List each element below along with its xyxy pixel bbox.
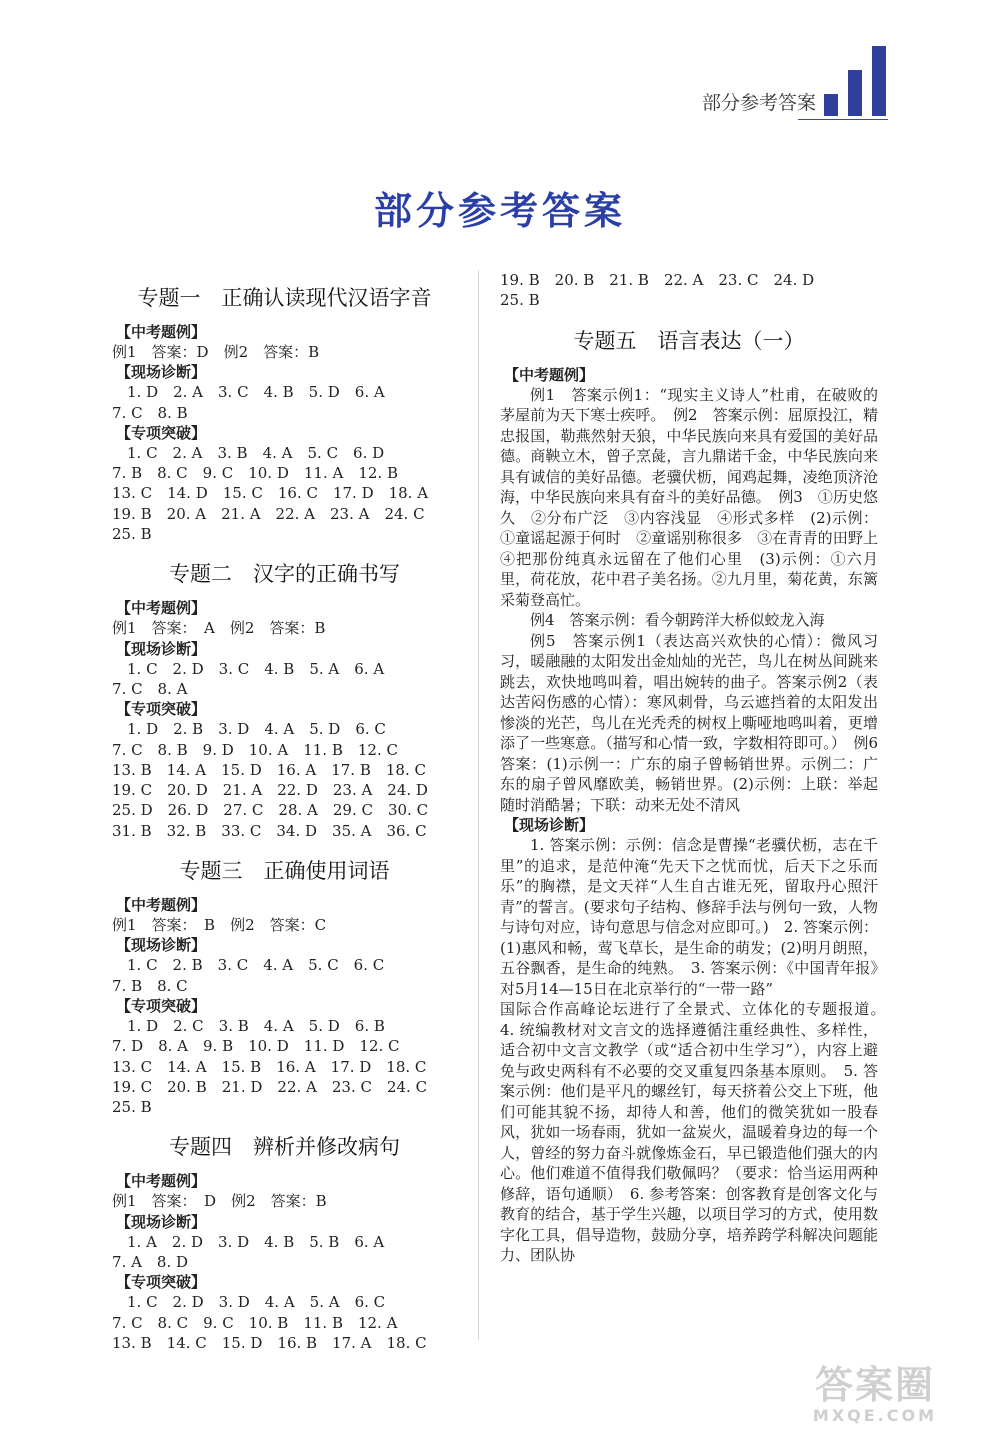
topic-title: 专题五 语言表达（一） [573, 328, 805, 353]
answer-line: 13. B 14. C 15. D 16. B 17. A 18. C [112, 1333, 427, 1352]
answer-line: 19. B 20. A 21. A 22. A 23. A 24. C [112, 504, 425, 523]
answer-line: 例1 答案： D 例2 答案：B [112, 1192, 327, 1211]
section-heading: 【专项突破】 [116, 996, 207, 1015]
answer-line: 7. D 8. A 9. B 10. D 11. D 12. C [112, 1037, 400, 1056]
section-heading: 【专项突破】 [116, 423, 207, 442]
answer-line: 7. B 8. C 9. C 10. D 11. A 12. B [112, 464, 398, 483]
answer-line: 例1 答案：D 例2 答案：B [112, 343, 320, 361]
answer-line: 31. B 32. B 33. C 34. D 35. A 36. C [112, 821, 427, 840]
header-label: 部分参考答案 [701, 92, 816, 114]
section-heading: 【现场诊断】 [116, 363, 207, 382]
answer-paragraph: 1. 答案示例：示例：信念是曹操“老骥伏枥，志在千里”的追求，是范仲淹“先天下之忧而忧，后天下之乐而乐”的胸襟，是文天祥“人生自古谁无死，留取丹心照汗青”的誓言。(要求句子结构、修辞手法与例句一致，人物与诗句对应，诗句意思与信念对应即可。) 2. 答案示例：(1)惠风和畅，莺飞草长，是生命的萌发；(2)明月朗照，五谷飘香，是生命的纯熟。 3. 答案示例：《中国青年报》对5月14—15日在北京举行的“一带一路” [500, 836, 878, 998]
answer-line: 例1 答案： B 例2 答案：C [112, 916, 327, 935]
column-divider [478, 270, 479, 1340]
section-heading: 【中考题例】 [116, 599, 207, 618]
watermark-logo [790, 1363, 960, 1433]
answer-paragraph: 例4 答案示例：看今朝跨洋大桥似蛟龙入海 [530, 611, 825, 630]
left-column [112, 270, 457, 1353]
answer-line: 1. C 2. B 3. C 4. A 5. C 6. C [112, 956, 385, 975]
watermark-url: MXQE.COM [812, 1406, 938, 1425]
section-heading: 【中考题例】 [116, 1172, 207, 1191]
answer-line: 25. B [500, 291, 540, 310]
topic-title: 专题一 正确认读现代汉语字音 [137, 286, 432, 310]
answer-line: 1. C 2. D 3. C 4. B 5. A 6. A [112, 659, 385, 678]
section-heading: 【中考题例】 [504, 365, 595, 384]
answer-line: 7. C 8. B [112, 403, 188, 422]
page-title: 部分参考答案 [373, 189, 626, 233]
answer-line: 1. C 2. D 3. D 4. A 5. A 6. C [112, 1293, 386, 1312]
watermark-text: 答案圈 [814, 1363, 935, 1407]
answer-line: 19. C 20. D 21. A 22. D 23. A 24. D [112, 781, 428, 800]
section-heading: 【专项突破】 [116, 1273, 207, 1292]
answer-line: 25. B [112, 1098, 152, 1117]
section-heading: 【现场诊断】 [116, 936, 207, 955]
answer-paragraph: 例5 答案示例1（表达高兴欢快的心情）：微风习习，暖融融的太阳发出金灿灿的光芒，鸟儿在树丛间跳来跳去，欢快地鸣叫着，唱出婉转的曲子。答案示例2（表达苦闷伤感的心情）：寒风刺骨，乌云遮挡着的太阳发出惨淡的光芒，鸟儿在光秃秃的树杈上嘶哑地鸣叫着，更增添了一些寒意。（描写和心情一致，字数相符即可。） 例6 答案：(1)示例一：广东的扇子曾畅销世界。示例二：广东的扇子曾风靡欧美，畅销世界。(2)示例：上联：举起随时消酷暑；下联：动来无处不清风 [500, 631, 894, 814]
answer-line: 7. C 8. A [112, 679, 188, 698]
answer-line: 1. D 2. A 3. C 4. B 5. D 6. A [112, 383, 385, 402]
answer-line: 7. A 8. D [112, 1253, 189, 1272]
answer-line: 1. D 2. B 3. D 4. A 5. D 6. C [112, 720, 386, 739]
answer-line: 7. B 8. C [112, 976, 188, 995]
answer-line: 13. C 14. D 15. C 16. C 17. D 18. A [112, 484, 429, 503]
answer-line: 19. B 20. B 21. B 22. A 23. C 24. D [500, 271, 815, 289]
bar-chart-icon [824, 46, 888, 116]
answer-line: 例1 答案： A 例2 答案：B [112, 619, 326, 638]
answer-line: 25. D 26. D 27. C 28. A 29. C 30. C [112, 801, 429, 820]
section-heading: 【专项突破】 [116, 700, 207, 719]
section-heading: 【中考题例】 [116, 896, 207, 915]
answer-line: 19. C 20. B 21. D 22. A 23. C 24. C [112, 1077, 428, 1096]
answer-line: 25. B [112, 525, 152, 544]
answer-line: 7. C 8. C 9. C 10. B 11. B 12. A [112, 1313, 398, 1332]
answer-line: 13. C 14. A 15. B 16. A 17. D 18. C [112, 1057, 427, 1076]
answer-line: 1. A 2. D 3. D 4. B 5. B 6. A [112, 1232, 385, 1251]
section-heading: 【现场诊断】 [116, 1212, 207, 1231]
topic-title: 专题四 辨析并修改病句 [169, 1135, 400, 1160]
section-heading: 【现场诊断】 [116, 639, 207, 658]
answer-paragraph: 例1 答案示例1：“现实主义诗人”杜甫，在破败的茅屋前为天下寒士疾呼。 例2 答案示例：屈原投江，精忠报国，勒燕然射天狼，中华民族向来具有爱国的美好品德。商鞅立木，曾子烹彘，言九鼎诺千金，中华民族向来具有诚信的美好品德。老骥伏枥，闻鸡起舞，凌绝顶济沧海，中华民族向来具有奋斗的美好品德。 例3 ①历史悠久 ②分布广泛 ③内容浅显 ④形式多样 (2)示例：①童谣起源于何时 ②童谣别称很多 ③在青青的田野上 ④把那份纯真永远留在了他们心里 (3)示例：①六月里，荷花放，花中君子美名扬。②九月里，菊花黄，东篱采菊登高忙。 [500, 385, 894, 609]
answer-line: 1. D 2. C 3. B 4. A 5. D 6. B [112, 1016, 385, 1035]
answer-paragraph: 国际合作高峰论坛进行了全景式、立体化的专题报道。 4. 统编教材对文言文的选择遵循注重经典性、多样性，适合初中文言文教学（或“适合初中生学习”），内容上避免与政史两科有不必要的交叉重复四条基本原则。 5. 答案示例：他们是平凡的螺丝钉，每天挤着公交上下班，他们可能其貌不扬，却待人和善，他们的微笑犹如一股春风，犹如一场春雨，犹如一盆炭火，温暖着身边的每一个人，曾经的努力奋斗就像炼金石，早已锻造他们强大的内心。他们难道不值得我们敬佩吗？（要求：恰当运用两种修辞，语句通顺） 6. 参考答案：创客教育是创客文化与教育的结合，基于学生兴趣，以项目学习的方式，使用数字化工具，倡导造物，鼓励分享，培养跨学科解决问题能力、团队协 [500, 1000, 894, 1265]
section-heading: 【中考题例】 [116, 323, 207, 341]
header-underline [798, 119, 888, 120]
section-heading: 【现场诊断】 [504, 816, 595, 835]
page-header [588, 40, 888, 120]
answer-line: 1. C 2. A 3. B 4. A 5. C 6. D [112, 443, 385, 462]
right-column [500, 270, 894, 1266]
answer-line: 7. C 8. B 9. D 10. A 11. B 12. C [112, 740, 398, 759]
topic-title: 专题三 正确使用词语 [179, 859, 390, 884]
answer-line: 13. B 14. A 15. D 16. A 17. B 18. C [112, 760, 426, 779]
topic-title: 专题二 汉字的正确书写 [169, 562, 400, 587]
